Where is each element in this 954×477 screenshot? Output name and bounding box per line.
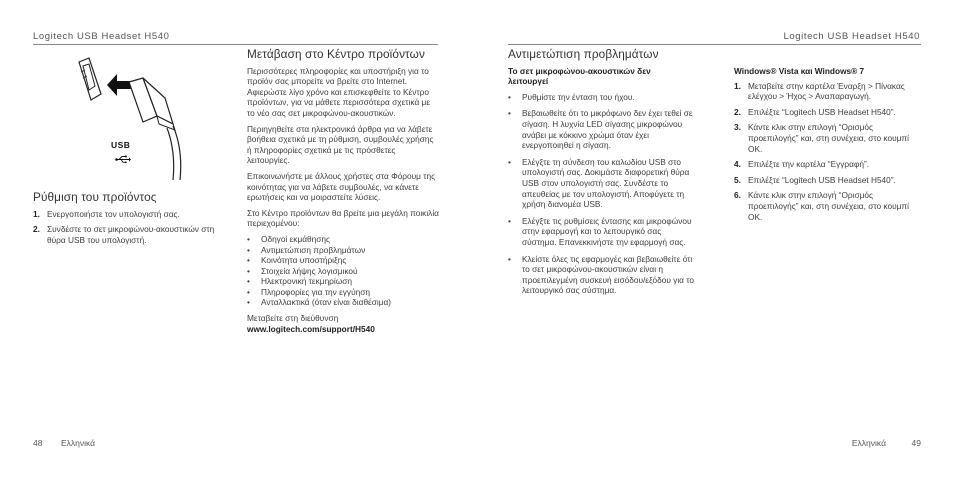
list-item: • Βεβαιωθείτε ότι το μικρόφωνο δεν έχει τεθεί σε σίγαση. Η λυχνία LED σίγασης μικροφώνου ανάβει με κόκκινο χρώμα όταν έχει ενεργοποιηθεί η σίγαση. [508, 108, 698, 150]
list-item: • Κοινότητα υποστήριξης [247, 255, 440, 266]
troubleshooting-title: Αντιμετώπιση προβλημάτων [508, 47, 659, 61]
usb-connection-illustration [33, 52, 213, 180]
windows-step [734, 190, 922, 222]
visit-text: Μεταβείτε στη διεύθυνση [247, 313, 339, 324]
header-divider-left [33, 44, 438, 45]
step-number: 2. [734, 106, 741, 117]
step-number: 2. [33, 224, 40, 235]
language-label-left: Ελληνικά [61, 438, 96, 448]
product-center-title: Μετάβαση στο Κέντρο προϊόντων [247, 47, 425, 61]
list-item: • Ηλεκτρονική τεκμηρίωση [247, 276, 440, 287]
step-text: Επιλέξτε την καρτέλα “Εγγραφή”. [748, 159, 870, 170]
step-number: 3. [734, 122, 741, 133]
step-number: 5. [734, 174, 741, 185]
list-item: • Ανταλλακτικά (όταν είναι διαθέσιμα) [247, 297, 440, 308]
usb-icon [115, 151, 131, 169]
support-link[interactable]: www.logitech.com/support/H540 [247, 323, 375, 334]
page-number-left: 48 [33, 438, 43, 448]
setup-step [33, 224, 218, 245]
setup-title: Ρύθμιση του προϊόντος [33, 190, 157, 204]
windows-step [734, 122, 922, 154]
list-item: • Στοιχεία λήψης λογισμικού [247, 266, 440, 277]
troubleshooting-subtitle: Το σετ μικροφώνου-ακουστικών δεν λειτουργεί [508, 65, 651, 87]
troubleshooting-section [508, 49, 698, 302]
list-item: • Ελέγξτε τις ρυθμίσεις έντασης και μικροφώνου στην εφαρμογή και το λειτουργικό σας σύστημα. Επανεκκινήστε την εφαρμογή σας. [508, 216, 698, 248]
windows-step [734, 175, 922, 186]
step-text: Ενεργοποιήστε τον υπολογιστή σας. [47, 208, 180, 219]
setup-step [33, 209, 218, 220]
list-item: • Ρυθμίστε την ένταση του ήχου. [508, 92, 698, 103]
list-item: • Κλείστε όλες τις εφαρμογές και βεβαιωθείτε ότι το σετ μικροφώνου-ακουστικών είναι η προεπιλεγμένη συσκευή εισόδου/εξόδου για το λειτουργικό σας σύστημα. [508, 254, 698, 296]
setup-section [33, 192, 218, 250]
windows-step [734, 159, 922, 170]
list-item: • Ελέγξτε τη σύνδεση του καλωδίου USB στο υπολογιστή σας. Δοκιμάστε διαφορετική θύρα USB στον υπολογιστή σας. Συνδέστε το απευθείας με τον υπολογιστή. Αποφύγετε τη χρήση διανομέα USB. [508, 157, 698, 210]
step-text: Επιλέξτε “Logitech USB Headset H540”. [748, 174, 896, 185]
step-text: Μεταβείτε στην καρτέλα Έναρξη > Πίνακας ελέγχου > Ήχος > Αναπαραγωγή. [748, 80, 905, 102]
product-center-para: Περισσότερες πληροφορίες και υποστήριξη για το προϊόν σας μπορείτε να βρείτε στο Internet. Αφιερώστε λίγο χρόνο και επισκεφθείτε το Κέντρο προϊόντων, για να μάθετε περισσότερα σχετικά με το νέο σας σετ μικροφώνου-ακουστικών. [247, 65, 431, 118]
step-number: 1. [734, 80, 741, 91]
setup-steps [33, 209, 218, 246]
list-item: • Πληροφορίες για την εγγύηση [247, 287, 440, 298]
step-text: Κάντε κλικ στην επιλογή “Ορισμός προεπιλογής” και, στη συνέχεια, στο κουμπί OK. [748, 122, 909, 154]
windows-title: Windows® Vista και Windows® 7 [734, 66, 865, 76]
windows-step [734, 107, 922, 118]
windows-step [734, 81, 922, 102]
step-text: Συνδέστε το σετ μικροφώνου-ακουστικών στη θύρα USB του υπολογιστή. [47, 224, 215, 245]
visit-line [247, 313, 440, 334]
product-center-para: Στο Κέντρο προϊόντων θα βρείτε μια μεγάλη ποικιλία περιεχομένου: [247, 207, 439, 229]
product-center-section [247, 49, 440, 339]
windows-section [734, 66, 922, 227]
product-center-para: Περιηγηθείτε στα ηλεκτρονικά άρθρα για να λάβετε βοήθεια σχετικά με τη ρύθμιση, συμβουλές χρήσης ή πληροφορίες σχετικά με τις πρόσθετες λειτουργίες. [247, 123, 434, 166]
page-number-right: 49 [911, 438, 921, 448]
step-text: Κάντε κλικ στην επιλογή “Ορισμός προεπιλογής” και, στη συνέχεια, στο κουμπί OK. [748, 190, 909, 222]
usb-label: USB [111, 140, 131, 150]
header-left-title: Logitech USB Headset H540 [33, 31, 170, 42]
list-item: • Αντιμετώπιση προβλημάτων [247, 245, 440, 256]
content-list [247, 234, 440, 308]
header-right-title: Logitech USB Headset H540 [783, 31, 920, 42]
language-label-right: Ελληνικά [851, 438, 886, 448]
header-divider-right [508, 44, 921, 45]
step-text: Επιλέξτε “Logitech USB Headset H540”. [748, 106, 896, 117]
troubleshooting-list [508, 92, 698, 296]
product-center-para: Επικοινωνήστε με άλλους χρήστες στα Φόρουμ της κοινότητας για να λάβετε συμβουλές, να κάνετε ερωτήσεις και να μοιραστείτε λύσεις. [247, 170, 436, 203]
windows-steps [734, 81, 922, 223]
step-number: 1. [33, 208, 40, 219]
list-item: • Οδηγοί εκμάθησης [247, 234, 440, 245]
step-number: 4. [734, 159, 741, 170]
step-number: 6. [734, 190, 741, 201]
